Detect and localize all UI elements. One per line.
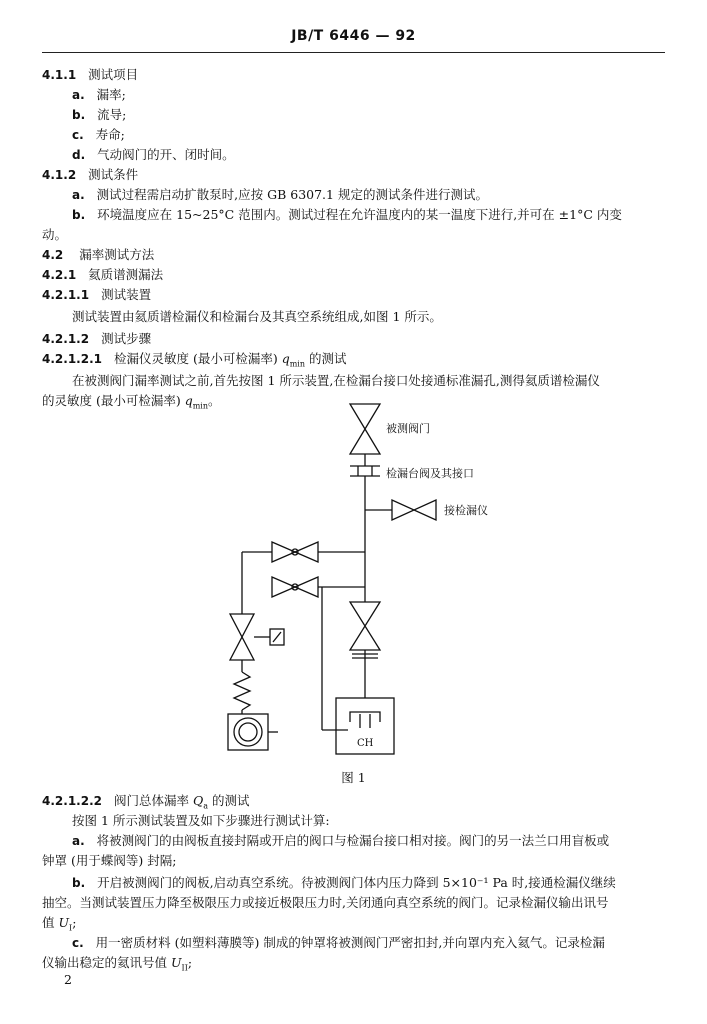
paragraph-continuation: 抽空。当测试装置压力降至极限压力或接近极限压力时,关闭通向真空系统的阀门。记录检漏仪输出讯号 xyxy=(42,895,609,910)
section-4-2-1-2-heading xyxy=(42,330,151,348)
section-number: 4.1.1 xyxy=(42,68,77,82)
symbol-subscript: min xyxy=(289,359,305,369)
section-title: 测试条件 xyxy=(88,167,139,182)
list-item xyxy=(72,146,235,164)
symbol-U: U xyxy=(58,915,70,930)
list-item xyxy=(72,86,126,104)
text: 。 xyxy=(208,393,221,408)
section-number: 4.2.1.2 xyxy=(42,332,90,346)
item-text: 气动阀门的开、闭时间。 xyxy=(97,147,235,162)
section-number: 4.2.1 xyxy=(42,268,77,282)
list-item xyxy=(72,206,622,224)
page-number: 2 xyxy=(64,972,72,987)
item-text: 寿命; xyxy=(95,127,125,142)
item-letter: b. xyxy=(72,208,86,222)
section-title: 测试项目 xyxy=(88,67,139,82)
section-title: 漏率测试方法 xyxy=(79,247,155,262)
item-text: 流导; xyxy=(97,107,127,122)
bellows-icon xyxy=(234,672,250,710)
label-flange: 检漏台阀及其接口 xyxy=(386,467,474,480)
list-item xyxy=(72,106,126,124)
item-text: 漏率; xyxy=(96,87,126,102)
section-4-2-1-heading xyxy=(42,266,163,284)
section-number: 4.2.1.2.1 xyxy=(42,352,102,366)
vacuum-test-schematic xyxy=(200,392,520,772)
item-letter: a. xyxy=(72,88,85,102)
section-4-1-1-heading xyxy=(42,66,138,84)
paragraph-continuation xyxy=(42,392,221,416)
standard-code-header: JB/T 6446 — 92 xyxy=(291,28,416,44)
figure-caption: 图 1 xyxy=(341,770,366,785)
pump-valve-icon xyxy=(350,602,380,650)
paragraph: 测试装置由氦质谱检漏仪和检漏台及其真空系统组成,如图 1 所示。 xyxy=(72,309,442,324)
title-text: 阀门总体漏率 xyxy=(113,793,193,808)
item-letter: b. xyxy=(72,876,86,890)
section-title: 测试步骤 xyxy=(101,331,152,346)
paragraph-continuation: 钟罩 (用于蝶阀等) 封隔; xyxy=(42,853,177,868)
section-number: 4.2.1.1 xyxy=(42,288,90,302)
item-text: 测试过程需启动扩散泵时,应按 GB 6307.1 规定的测试条件进行测试。 xyxy=(96,187,488,202)
list-item xyxy=(72,832,609,850)
section-title: 测试装置 xyxy=(101,287,152,302)
label-detector: 接检漏仪 xyxy=(444,504,488,517)
section-number: 4.2.1.2.2 xyxy=(42,794,102,808)
text: 仪输出稳定的氦讯号值 xyxy=(42,955,171,970)
item-letter: b. xyxy=(72,108,86,122)
item-letter: c. xyxy=(72,128,84,142)
item-text: 环境温度应在 15~25°C 范围内。测试过程在允许温度内的某一温度下进行,并可在 ±1°C 内变 xyxy=(97,207,622,222)
second-valve-icon xyxy=(272,577,318,597)
list-item xyxy=(72,126,125,144)
bypass-valve-icon xyxy=(272,542,318,562)
section-title: 氦质谱测漏法 xyxy=(88,267,164,282)
left-valve-icon xyxy=(230,614,254,660)
section-4-2-heading xyxy=(42,246,154,264)
item-text: 将被测阀门的由阀板直接封隔或开启的阀口与检漏台接口相对接。阀门的另一法兰口用盲板或 xyxy=(96,833,610,848)
text: 值 xyxy=(42,915,59,930)
title-text: 的测试 xyxy=(305,351,347,366)
header-rule xyxy=(42,52,665,53)
item-letter: d. xyxy=(72,148,86,162)
paragraph: 在被测阀门漏率测试之前,首先按图 1 所示装置,在检漏台接口处接通标准漏孔,测得氦质谱检漏仪 xyxy=(72,373,600,388)
item-letter: a. xyxy=(72,834,85,848)
symbol-Q: Q xyxy=(192,793,204,808)
section-4-2-1-2-1-heading xyxy=(42,350,346,374)
text: ; xyxy=(187,955,193,970)
symbol-subscript: II xyxy=(181,963,188,973)
section-number: 4.1.2 xyxy=(42,168,77,182)
section-4-1-2-heading xyxy=(42,166,138,184)
text: ; xyxy=(72,915,77,930)
symbol-subscript: min xyxy=(192,401,209,411)
symbol-q: q xyxy=(281,351,290,366)
section-4-2-1-1-heading xyxy=(42,286,151,304)
item-letter: c. xyxy=(72,936,84,950)
list-item xyxy=(72,934,605,952)
paragraph-continuation: 动。 xyxy=(42,227,68,242)
paragraph: 按图 1 所示测试装置及如下步骤进行测试计算: xyxy=(72,813,330,828)
label-tested-valve: 被测阀门 xyxy=(386,422,430,435)
list-item xyxy=(72,874,616,892)
section-number: 4.2 xyxy=(42,248,64,262)
detector-valve-icon xyxy=(392,500,436,520)
title-text: 检漏仪灵敏度 (最小可检漏率) xyxy=(113,351,282,366)
title-text: 的测试 xyxy=(208,793,250,808)
symbol-subscript: I xyxy=(69,923,73,933)
tested-valve-icon xyxy=(350,404,380,454)
symbol-subscript: a xyxy=(203,801,208,811)
text: 的灵敏度 (最小可检漏率) xyxy=(42,393,185,408)
item-letter: a. xyxy=(72,188,85,202)
symbol-U: U xyxy=(170,955,182,970)
symbol-q: q xyxy=(184,393,193,408)
item-text: 开启被测阀门的阀板,启动真空系统。待被测阀门体内压力降到 5×10⁻¹ Pa 时,接通检漏仪继续 xyxy=(97,875,616,890)
list-item xyxy=(72,186,488,204)
label-ch: CH xyxy=(357,738,374,749)
item-text: 用一密质材料 (如塑料薄膜等) 制成的钟罩将被测阀门严密扣封,并向罩内充入氦气。记录检漏 xyxy=(95,935,605,950)
